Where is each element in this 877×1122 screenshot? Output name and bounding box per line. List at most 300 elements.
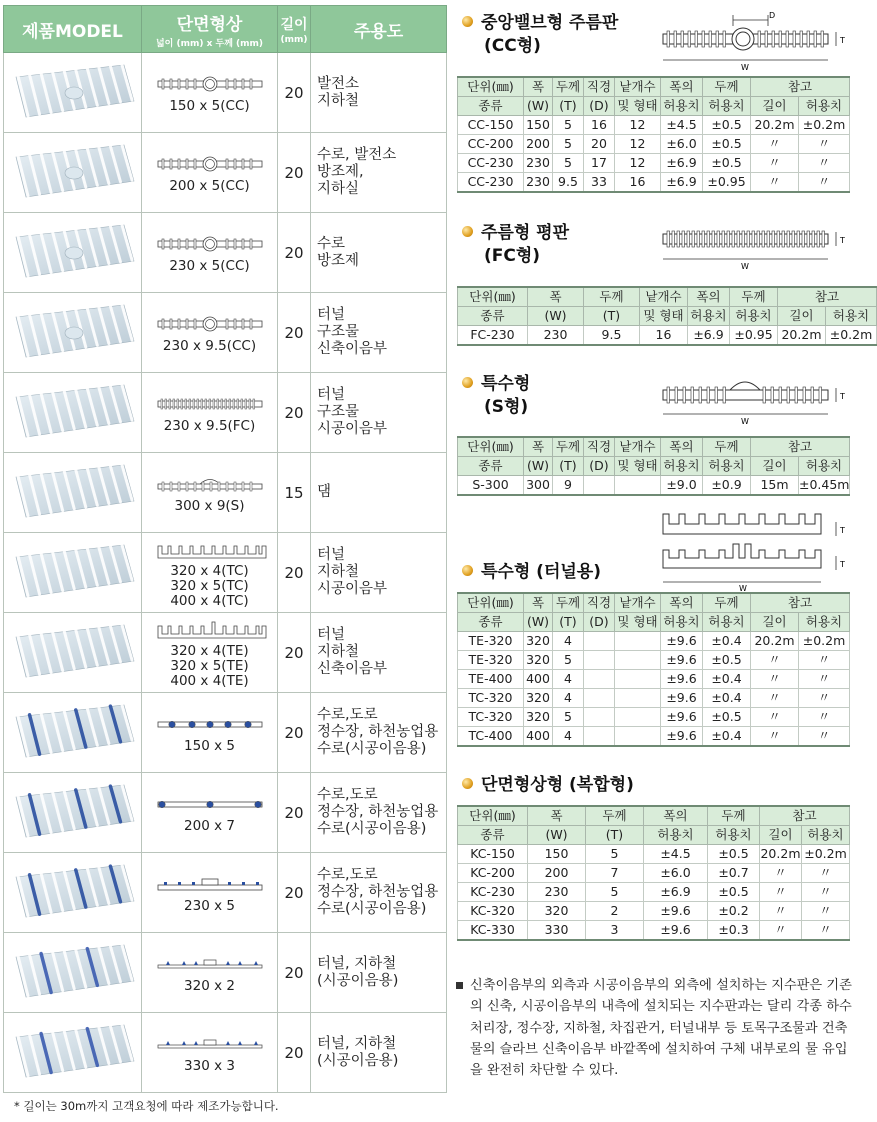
header-width-sub: (W): [528, 307, 584, 326]
product-image-cell: [4, 533, 142, 613]
bullet-icon: [462, 377, 473, 388]
header-holes: 낱개수: [615, 593, 661, 613]
spec-cell: 4: [553, 632, 584, 651]
spec-cell: ±6.9: [688, 326, 730, 346]
spec-cell: 33: [584, 173, 615, 193]
spec-cell: 320: [524, 651, 553, 670]
header-ref-tolerance: 허용치: [799, 97, 850, 116]
header-width-sub: (W): [524, 97, 553, 116]
spec-cell: ±0.3: [708, 921, 760, 941]
header-ttol: 두께: [730, 287, 778, 307]
spec-row: [458, 326, 877, 346]
header-wtol: 폭의: [644, 806, 708, 826]
spec-cell: ±0.2m: [826, 326, 877, 346]
spec-row: [458, 845, 850, 864]
usage-line: 댐: [317, 484, 332, 500]
shape-size-label: 150 x 5: [184, 738, 235, 754]
header-thick-sub: (T): [553, 613, 584, 632]
header-holes: 낱개수: [615, 77, 661, 97]
header-length: 길이 (mm): [278, 6, 311, 53]
header-ttol-sub: 허용치: [703, 457, 751, 476]
spec-cell: [615, 632, 661, 651]
usage-line: 터널: [317, 307, 346, 323]
usage-cell: [311, 1013, 447, 1093]
spec-cell: 〃: [799, 708, 850, 727]
product-row: [4, 293, 447, 373]
spec-cell: ±9.6: [661, 670, 703, 689]
spec-cell: KC-330: [458, 921, 528, 941]
unit-label: 단위(㎜): [467, 595, 514, 610]
shape-size-label: 150 x 5(CC): [169, 98, 250, 114]
shape-cell: [142, 373, 278, 453]
header-holes: 낱개수: [640, 287, 688, 307]
header-model: 제품MODEL: [4, 6, 142, 53]
spec-cell: 〃: [751, 154, 799, 173]
usage-cell: [311, 693, 447, 773]
header-wtol-sub: 허용치: [661, 457, 703, 476]
s-w-label: W: [741, 417, 749, 426]
header-wtol-sub: 허용치: [661, 97, 703, 116]
spec-cell: [584, 476, 615, 496]
spec-cell: 〃: [802, 921, 850, 941]
spec-cell: KC-150: [458, 845, 528, 864]
spec-cell: [615, 689, 661, 708]
spec-cell: 400: [524, 727, 553, 747]
header-holes-sub: 및 형태: [615, 97, 661, 116]
header-ref: [751, 593, 850, 613]
cc-d-label: D: [769, 11, 776, 20]
usage-line: 정수장, 하천농업용: [317, 724, 439, 740]
spec-cell: TC-320: [458, 708, 524, 727]
spec-cell: 〃: [751, 727, 799, 747]
usage-cell: [311, 213, 447, 293]
usage-line: 지하철: [317, 564, 360, 580]
usage-line: 발전소: [317, 75, 360, 92]
header-width-sub: (W): [528, 826, 586, 845]
header-wtol: 폭의: [688, 287, 730, 307]
header-ref: [760, 806, 850, 826]
spec-header-row: [458, 826, 850, 845]
header-ref: [778, 287, 877, 307]
header-kind: 종류: [458, 97, 524, 116]
spec-cell: 〃: [802, 883, 850, 902]
bullet-icon: [462, 226, 473, 237]
header-unit: [458, 77, 524, 97]
spec-cell: 〃: [751, 135, 799, 154]
spec-cell: 5: [553, 116, 584, 135]
product-row: [4, 133, 447, 213]
usage-line: 터널, 지하철: [317, 955, 397, 972]
spec-cell: KC-230: [458, 883, 528, 902]
product-row: [4, 453, 447, 533]
spec-cell: 5: [553, 651, 584, 670]
bullet-icon: [462, 16, 473, 27]
header-unit: [458, 593, 524, 613]
header-ttol-sub: 허용치: [708, 826, 760, 845]
header-width: 폭: [524, 593, 553, 613]
spec-cell: ±9.6: [644, 921, 708, 941]
spec-cell: TE-320: [458, 632, 524, 651]
spec-cell: TC-320: [458, 689, 524, 708]
spec-cell: 12: [615, 116, 661, 135]
shape-size-label: 320 x 5(TE): [170, 658, 249, 674]
spec-cell: 15m: [751, 476, 799, 496]
spec-header-row: [458, 806, 850, 826]
shape-cell: [142, 693, 278, 773]
spec-cell: 12: [615, 135, 661, 154]
fc-section-title: 주름형 평판 (FC형): [462, 222, 569, 268]
shape-cell: [142, 533, 278, 613]
header-ref-length: 길이: [751, 457, 799, 476]
spec-cell: [615, 651, 661, 670]
length-cell: 20: [278, 933, 311, 1013]
spec-cell: 5: [586, 883, 644, 902]
product-row: [4, 213, 447, 293]
spec-cell: [584, 632, 615, 651]
shape-size-label: 200 x 5(CC): [169, 178, 250, 194]
shape-size-label: 230 x 9.5(FC): [163, 418, 256, 434]
header-dia: 직경: [584, 437, 615, 457]
spec-cell: 320: [524, 632, 553, 651]
length-cell: 20: [278, 373, 311, 453]
header-ref-length: 길이: [760, 826, 802, 845]
spec-cell: TE-320: [458, 651, 524, 670]
spec-cell: 320: [528, 902, 586, 921]
shape-size-label: 400 x 4(TE): [170, 673, 249, 689]
header-ref-tolerance: 허용치: [826, 307, 877, 326]
shape-cell: [142, 133, 278, 213]
product-row: [4, 853, 447, 933]
usage-line: 정수장, 하천농업용: [317, 804, 439, 820]
unit-label: 단위(㎜): [469, 289, 516, 304]
spec-row: [458, 651, 850, 670]
shape-size-label: 320 x 2: [184, 978, 235, 994]
spec-row: [458, 632, 850, 651]
header-dia: 직경: [584, 593, 615, 613]
tunnel-spec-table: [457, 592, 850, 747]
header-ttol-sub: 허용치: [703, 613, 751, 632]
header-thick-sub: (T): [553, 457, 584, 476]
usage-line: 터널: [317, 547, 346, 563]
header-ttol: 두께: [703, 77, 751, 97]
spec-cell: ±0.45m: [799, 476, 850, 496]
ref-label: 참고: [787, 595, 813, 610]
usage-cell: [311, 773, 447, 853]
spec-header-row: [458, 307, 877, 326]
header-ttol-sub: 허용치: [703, 97, 751, 116]
spec-cell: [584, 651, 615, 670]
unit-label: 단위(㎜): [467, 79, 514, 94]
s-t-label: T: [840, 392, 845, 401]
usage-line: 구조물: [317, 324, 360, 340]
spec-row: [458, 883, 850, 902]
usage-line: 수로(시공이음용): [317, 821, 427, 837]
unit-label: 단위(㎜): [469, 808, 516, 823]
spec-cell: KC-200: [458, 864, 528, 883]
header-kind: 종류: [458, 457, 524, 476]
spec-cell: 7: [586, 864, 644, 883]
spec-cell: 320: [524, 689, 553, 708]
usage-line: 터널, 지하철: [317, 1035, 397, 1052]
usage-line: 시공이음부: [317, 421, 388, 437]
header-thick: 두께: [553, 593, 584, 613]
shape-size-label: 320 x 4(TC): [170, 563, 249, 579]
spec-cell: 〃: [751, 173, 799, 193]
spec-cell: 16: [584, 116, 615, 135]
spec-header-row: [458, 77, 850, 97]
spec-row: [458, 708, 850, 727]
usage-line: 지하철: [317, 644, 360, 660]
length-cell: 20: [278, 853, 311, 933]
product-image-cell: [4, 133, 142, 213]
usage-line: 신축이음부: [317, 661, 388, 677]
shape-size-label: 330 x 3: [184, 1058, 235, 1074]
spec-row: [458, 727, 850, 747]
usage-line: (시공이음용): [317, 1052, 399, 1069]
spec-cell: FC-230: [458, 326, 528, 346]
shape-cell: [142, 53, 278, 133]
spec-cell: ±9.6: [644, 902, 708, 921]
length-cell: 15: [278, 453, 311, 533]
spec-header-row: [458, 593, 850, 613]
spec-cell: ±0.5: [703, 154, 751, 173]
s-spec-table: [457, 436, 850, 496]
spec-cell: ±0.5: [703, 116, 751, 135]
usage-line: 방조제: [317, 252, 360, 269]
spec-cell: 〃: [802, 864, 850, 883]
spec-row: [458, 476, 850, 496]
usage-cell: [311, 53, 447, 133]
spec-cell: 9.5: [584, 326, 640, 346]
header-width: 폭: [524, 437, 553, 457]
spec-row: [458, 154, 850, 173]
s-section-title: 특수형 (S형): [462, 373, 530, 419]
length-cell: 20: [278, 533, 311, 613]
header-wtol-sub: 허용치: [688, 307, 730, 326]
spec-cell: ±4.5: [644, 845, 708, 864]
usage-line: 수로(시공이음용): [317, 901, 427, 917]
product-row: [4, 933, 447, 1013]
product-row: [4, 1013, 447, 1093]
spec-cell: 〃: [799, 670, 850, 689]
spec-cell: 230: [524, 154, 553, 173]
header-width: 폭: [528, 287, 584, 307]
usage-cell: [311, 533, 447, 613]
spec-cell: ±0.4: [703, 632, 751, 651]
spec-cell: ±0.5: [708, 883, 760, 902]
spec-cell: [615, 727, 661, 747]
spec-cell: 150: [524, 116, 553, 135]
spec-cell: 20.2m: [751, 116, 799, 135]
length-cell: 20: [278, 213, 311, 293]
spec-cell: 330: [528, 921, 586, 941]
spec-cell: [584, 727, 615, 747]
header-wtol: 폭의: [661, 593, 703, 613]
spec-cell: 〃: [751, 670, 799, 689]
usage-line: 터널: [317, 627, 346, 643]
spec-cell: ±9.6: [661, 689, 703, 708]
header-ref-tolerance: 허용치: [799, 457, 850, 476]
spec-cell: 〃: [751, 708, 799, 727]
header-thick: 두께: [586, 806, 644, 826]
header-width: 폭: [528, 806, 586, 826]
spec-row: [458, 921, 850, 941]
spec-cell: CC-230: [458, 154, 524, 173]
header-wtol: 폭의: [661, 77, 703, 97]
spec-header-row: [458, 287, 877, 307]
product-image-cell: [4, 613, 142, 693]
spec-cell: TC-400: [458, 727, 524, 747]
length-cell: 20: [278, 133, 311, 213]
spec-cell: 〃: [760, 864, 802, 883]
square-bullet-icon: [456, 982, 463, 989]
shape-cell: [142, 213, 278, 293]
product-image-cell: [4, 933, 142, 1013]
header-ref: [751, 437, 850, 457]
shape-size-label: 320 x 5(TC): [170, 578, 249, 594]
header-ref-tolerance: 허용치: [799, 613, 850, 632]
header-width: 폭: [524, 77, 553, 97]
spec-cell: 5: [553, 154, 584, 173]
shape-cell: [142, 773, 278, 853]
product-image-cell: [4, 773, 142, 853]
header-ref-length: 길이: [751, 97, 799, 116]
spec-cell: [615, 670, 661, 689]
ref-label: 참고: [792, 808, 817, 823]
length-cell: 20: [278, 1013, 311, 1093]
spec-row: [458, 135, 850, 154]
spec-cell: 〃: [799, 173, 850, 193]
header-kind: 종류: [458, 307, 528, 326]
spec-cell: 20.2m: [760, 845, 802, 864]
usage-line: 지하실: [317, 181, 360, 197]
spec-cell: 〃: [799, 154, 850, 173]
spec-cell: ±9.6: [661, 651, 703, 670]
spec-cell: 3: [586, 921, 644, 941]
shape-cell: [142, 1013, 278, 1093]
spec-cell: 16: [615, 173, 661, 193]
tunnel-w-label: W: [739, 584, 747, 593]
header-ref-length: 길이: [778, 307, 826, 326]
header-wtol-sub: 허용치: [661, 613, 703, 632]
spec-cell: S-300: [458, 476, 524, 496]
header-ref-tolerance: 허용치: [802, 826, 850, 845]
spec-row: [458, 173, 850, 193]
product-row: [4, 373, 447, 453]
length-cell: 20: [278, 613, 311, 693]
usage-line: 터널: [317, 387, 346, 403]
header-ttol-sub: 허용치: [730, 307, 778, 326]
spec-cell: [584, 670, 615, 689]
header-kind: 종류: [458, 613, 524, 632]
shape-cell: [142, 453, 278, 533]
usage-cell: [311, 853, 447, 933]
cc-diagram: [655, 8, 855, 70]
footnote: * 길이는 30m까지 고객요청에 따라 제조가능합니다.: [14, 1099, 279, 1113]
ref-label: 참고: [787, 79, 813, 94]
spec-cell: 20.2m: [778, 326, 826, 346]
usage-line: 수로, 발전소: [317, 147, 397, 163]
header-width-sub: (W): [524, 613, 553, 632]
header-wtol-sub: 허용치: [644, 826, 708, 845]
usage-line: 수로,도로: [317, 707, 378, 723]
spec-cell: 200: [524, 135, 553, 154]
spec-cell: ±0.2m: [802, 845, 850, 864]
spec-cell: 4: [553, 689, 584, 708]
spec-cell: 230: [528, 326, 584, 346]
product-row: [4, 533, 447, 613]
spec-cell: [584, 708, 615, 727]
kc-section-title: 단면형상형 (복합형): [462, 774, 634, 797]
header-ttol: 두께: [703, 437, 751, 457]
header-holes-sub: 및 형태: [615, 457, 661, 476]
header-unit: [458, 287, 528, 307]
usage-line: 수로,도로: [317, 867, 378, 883]
spec-cell: ±0.2m: [799, 116, 850, 135]
shape-size-label: 200 x 7: [184, 818, 235, 834]
header-shape: 단면형상 넓이 (mm) x 두께 (mm): [142, 6, 278, 53]
spec-cell: CC-150: [458, 116, 524, 135]
spec-cell: 〃: [799, 651, 850, 670]
cc-t-label: T: [840, 36, 845, 45]
spec-cell: ±0.2m: [799, 632, 850, 651]
spec-row: [458, 116, 850, 135]
length-cell: 20: [278, 53, 311, 133]
ref-label: 참고: [814, 289, 840, 304]
length-cell: 20: [278, 293, 311, 373]
spec-cell: ±0.4: [703, 689, 751, 708]
spec-cell: ±6.9: [644, 883, 708, 902]
spec-row: [458, 670, 850, 689]
tunnel-section-title: 특수형 (터널용): [462, 561, 601, 584]
header-unit: [458, 437, 524, 457]
spec-cell: 〃: [760, 883, 802, 902]
spec-cell: 150: [528, 845, 586, 864]
usage-cell: [311, 133, 447, 213]
usage-line: 신축이음부: [317, 341, 388, 357]
usage-line: (시공이음용): [317, 972, 399, 989]
spec-cell: 〃: [760, 921, 802, 941]
spec-cell: [615, 476, 661, 496]
header-thick-sub: (T): [584, 307, 640, 326]
usage-line: 방조제,: [317, 164, 364, 180]
spec-cell: ±0.5: [703, 135, 751, 154]
length-cell: 20: [278, 773, 311, 853]
header-ttol: 두께: [703, 593, 751, 613]
spec-cell: ±0.4: [703, 670, 751, 689]
tunnel-diagram: [655, 510, 855, 592]
spec-cell: ±6.0: [644, 864, 708, 883]
description-text: 신축이음부의 외측과 시공이음부의 외측에 설치하는 지수판은 기존의 신축, 시공이음부의 내측에 설치되는 지수판과는 달리 각종 하수처리장, 정수장, 지하철, 차집관거, 터널내부 등 토목구조물과 건축물의 슬라브 신축이음부 바깥쪽에 설치하여 구체 내부로의 물 유입을 완전히 차단할 수 있다.: [470, 978, 852, 1079]
fc-w-label: W: [741, 262, 749, 271]
header-usage: 주용도: [311, 6, 447, 53]
usage-line: 수로,도로: [317, 787, 378, 803]
spec-cell: 4: [553, 670, 584, 689]
header-kind: 종류: [458, 826, 528, 845]
spec-header-row: [458, 97, 850, 116]
usage-line: 구조물: [317, 404, 360, 420]
cc-spec-table: [457, 76, 850, 193]
spec-cell: ±6.9: [661, 173, 703, 193]
header-holes-sub: 및 형태: [615, 613, 661, 632]
product-image-cell: [4, 453, 142, 533]
spec-cell: 200: [528, 864, 586, 883]
header-thick: 두께: [584, 287, 640, 307]
spec-cell: KC-320: [458, 902, 528, 921]
usage-line: 수로: [317, 235, 346, 252]
header-holes-sub: 및 형태: [640, 307, 688, 326]
usage-cell: [311, 933, 447, 1013]
